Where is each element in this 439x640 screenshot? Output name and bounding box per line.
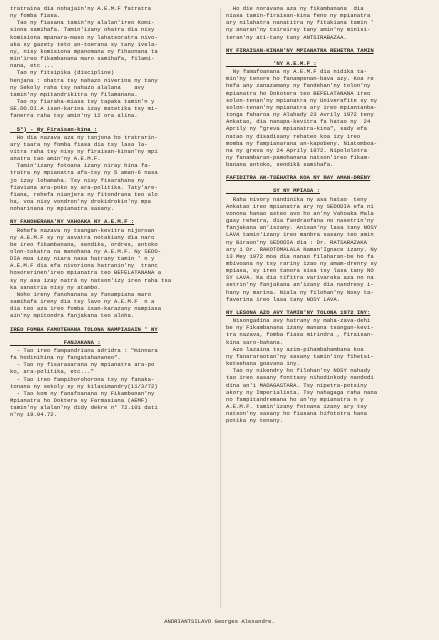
text-line: fa hodinihina ny fangatahananeo". <box>10 354 121 362</box>
paragraph <box>10 19 210 69</box>
text-line: tamin'ny alalan'ny didy dekre n° 72.101 dati <box>10 404 158 412</box>
text-line: banana antoko, sendikâ samihafa. <box>226 161 334 169</box>
text-line: Ho dia nazava aza ny tanjona ho tratrarin- <box>10 133 158 141</box>
paragraph <box>10 69 210 98</box>
text-line: ka sanatria nisy ny atambo. <box>10 283 101 291</box>
paragraph <box>226 317 429 346</box>
text-line: Azo lazaina tsy azim-pihambahambana koa <box>226 345 364 353</box>
text-line: natao ny disadisany rehateo koa izy ireo <box>226 132 361 140</box>
text-line: ko, ara-politika, etc..." <box>10 368 94 376</box>
text-line: tamin'ny mpitandrikitra ny filamanana. <box>10 90 138 98</box>
text-line: henjana : ohatra tsy nahazo niverina ny tany <box>10 76 158 84</box>
text-line: ny Sekoly raha tsy nahazo alalana avy <box>10 83 145 91</box>
text-line: Nisongadina avy hatrany ny maha-zava-dehi <box>226 317 371 325</box>
text-line: kina saro-bahana. <box>226 338 284 346</box>
column-divider <box>220 8 221 608</box>
section-heading: FAFIDITRA AN-TSEHATRA KOA NY RAY AMAN-DRENY <box>226 174 371 182</box>
text-line: teran'ny ati-tany tany ANTSIRABAZAA. <box>226 33 347 41</box>
text-line: jo izay lohamaha. Tsy nisy fisarahana ny <box>10 176 145 184</box>
text-line: A.E.M.F. tamin'izany fotoana izany ary tsy <box>226 402 367 410</box>
text-line: samihafa ireny dia tsy lavo ny A.E.M.F n a <box>10 298 155 306</box>
section-heading: NY LESONA AZO AVY TAMIN'NY TOLONA 1972 INY: <box>226 308 371 316</box>
text-line: Tao ny nikendry ho filohan'ny NOSY nahady <box>226 367 371 375</box>
right-column <box>226 5 429 424</box>
author-signature: ANDRIANTSILAVO Georges Alexandre. <box>164 618 275 625</box>
section-heading: 'NY A.E.M.F : <box>226 59 317 67</box>
text-line: be ny Fikambanana izany manana tsangan-kevi- <box>226 324 374 332</box>
paragraph <box>226 68 429 168</box>
text-line: ny fanambaran-pamohanana natson'ireo fikam- <box>226 153 371 161</box>
text-line: tra nazava, fomba fiasa mirindra , firaisan- <box>226 331 374 339</box>
section-heading: NY FANOHERANA'NY VAHOAKA NY A.E.M.F : <box>10 218 135 226</box>
paragraph <box>10 291 210 320</box>
text-line: - Tao kom ny fanafoanana ny Fikambanan'ny <box>10 389 155 397</box>
text-line: olon-tokatra na manohana ny A.E.M.F. Ny SEDO- <box>10 248 162 255</box>
text-line: mbivoana ny tsy rariny izao ny amam-drenry sy <box>226 260 378 267</box>
text-line: natson'ny sasany ho fiasana hifototra hana <box>226 410 367 418</box>
text-line: nana, etc ... <box>10 62 54 70</box>
text-line: LAVA tamin'izany ireo manbra sasany teo amin <box>226 231 374 239</box>
text-line: dia teo aza ireo fomba isan-karazany nampiasa <box>10 305 162 313</box>
section-heading: IREO FOMBA FAMOTEHANA TOLONA NAMPIASAIN ' NY <box>10 325 158 333</box>
paragraph <box>10 5 210 19</box>
text-line: Ho die noravana aza ny fikambanana dia <box>226 5 364 12</box>
text-line: hosorerinen'ireo mpianatra teo BEFELATANANA a <box>10 269 162 277</box>
text-line: - Tao ireo fampihorohorona tsy ny fanaka- <box>10 375 155 383</box>
text-line: faverina ireo lasa tany NOSY LAVA. <box>226 295 341 303</box>
text-line: potika ny tenany. <box>226 417 284 425</box>
text-line: Tao ny fiaraha-miasa tsy tapaka tamin'n y <box>10 98 155 106</box>
text-line: noharinana ny mpianatra sasany. <box>10 205 115 213</box>
text-line: Ankatao, dia nanapa-kevitra fa hatao ny 24 <box>226 118 371 126</box>
text-line: Ny famafoanana ny A.E.M.F dia nidika ta- <box>226 68 367 76</box>
text-line: - Tao ireo fampandriana adridra : "minnara <box>10 346 158 354</box>
text-line: be ireo fikambanana, sendika, ordres, antoko <box>10 240 158 248</box>
text-line: ny fanararaotan'ny sasany tamin'iny fihetsi- <box>226 352 374 360</box>
section-heading: 5°) - Ny Firaisan-kina : <box>10 125 98 133</box>
text-line: na ny greva ny 24 Aprily 1972. Nipololotra <box>226 146 367 154</box>
text-line: setrin'ny fanjakana an'izany dia nandresy i- <box>226 281 374 289</box>
section-heading: NY FIRAISAN-KINAN'NY MPIANATRA REHETRA TAMIN <box>226 46 374 54</box>
text-line: hefa any zanazamany ny fandehan'ny tolon'ny <box>226 82 371 90</box>
text-line: Mpianatra ho Doktera sy Farmasiana (AEMF) <box>10 396 148 404</box>
paragraph <box>226 5 429 41</box>
paragraph <box>10 347 210 361</box>
text-line: hany ny marina. Niala ny filohan'ny Nosy ta- <box>226 288 374 296</box>
paragraph <box>10 98 210 119</box>
text-line: Raha nivory nandinika ny asa hatao teny <box>226 195 367 203</box>
text-line: min'ireo fikambanana maro samihafa, filami- <box>10 55 155 63</box>
text-line: ny fomba fiasa. <box>10 12 61 20</box>
text-line: 13 Mey 1972 moa dia nanao filaharan-be ho fa <box>226 252 374 260</box>
text-line: ain'ny mpitondra fanjakana teo aloha. <box>10 312 135 320</box>
text-line: fanjakana an'iszany. Anisan'ny lasa tany NOSY <box>226 224 378 232</box>
text-line: anatra tao amin'ny A.E.M.F. <box>10 155 101 163</box>
text-line: ny anaran'ny tsireirsy tany amin'ny minisi- <box>226 26 371 34</box>
text-line: SY LAVA. Ka dia tifitra varivaraka aza no na <box>226 274 374 282</box>
paragraph <box>226 346 429 367</box>
text-line: mpiasa, sy ireo tanora sisa tsy lasa tany NO <box>226 267 374 275</box>
text-line: vitra raha tsy nisy ny firaisan-kinan'ny mpi <box>10 147 158 155</box>
text-line: ha, voa nisy vondron'ny drokidrokin'ny mpa <box>10 198 151 206</box>
text-line: solon-tenan'ny mpianatra ary ireo mpiantanba- <box>226 103 378 111</box>
text-line: tratra ny mpianatra afa-tsy ny 5 aman-6 nasa <box>10 169 158 177</box>
text-line: ary taara ny fomba fiasa dia tsy lasa la- <box>10 140 148 148</box>
text-line: Aprily ny "greva mpianatra-kina", sady efa <box>226 125 367 133</box>
section-heading: FANJAKANA : <box>10 338 101 346</box>
text-line: Tao ny fitsipika (discipline) <box>10 69 115 77</box>
text-line: Rehefa nazava ny tsangan-kevitra nijoroan <box>10 226 155 234</box>
text-line: fiana, rehefa nianjera ny fitondrana teo alo <box>10 190 158 198</box>
text-line: ary nilahatra nanatitra ny fitakiana tamin ' <box>226 19 374 27</box>
text-line: aka sy gazety teto an-toerana sy tany ivela- <box>10 40 158 48</box>
paragraph <box>10 376 210 390</box>
paragraph <box>10 162 210 212</box>
text-line: Ankatao ireo mpianatra ary ny SEDODIA efa ni <box>226 202 374 210</box>
left-column <box>10 5 210 418</box>
text-line: fanerra raha tsy amin'ny 12 ora alina. <box>10 112 138 120</box>
text-line: momba ny fampianarana an-kapobeny. Niatomboa- <box>226 139 378 147</box>
text-line: solon-tenan'ny mpianatra ny Univerafite sy ny <box>226 96 378 104</box>
text-line: Tao ny fiasana tamin'ny alalan'ireo Komi- <box>10 19 155 27</box>
text-line: tao ireo sasany fonttasy nihodinkody nandodi <box>226 374 374 382</box>
text-line: no fampitandremana ho an'ny mpianatra n y <box>226 395 364 403</box>
text-line: fiaviana ara-poko sy ara-politika. Taty'are- <box>10 183 158 191</box>
text-line: A.E.M.F dia efa nivoriona hatranin'ny tranc <box>10 262 158 270</box>
paragraph <box>10 227 210 291</box>
text-line: - Tao ny fisarasarana ny mpianatra ara-po <box>10 361 155 369</box>
paragraph <box>10 361 210 375</box>
text-line: min'ny tenore ho fanampenan-bava azy. Koa re <box>226 75 374 83</box>
text-line: ary i Dr. RAKOTOMALALA Naman'Ignace izany. Ny <box>226 245 378 253</box>
paragraph <box>10 134 210 163</box>
paragraph <box>10 390 210 419</box>
text-line: ketsehana goavana iny. <box>226 360 300 368</box>
text-line: ny Biraon'ny SEDODIA dia : Dr. RATSARAZAKA <box>226 238 367 246</box>
text-line: sy ny asa izay natrá ny natson'izy ireo raha tsa <box>10 276 172 284</box>
text-line: Noho ireny fanohanana sy fanampiana maro <box>10 290 151 298</box>
text-line: n'ny 19.04.72. <box>10 411 57 419</box>
paragraph <box>226 367 429 424</box>
text-line: gasy rehetra, dia fandraofana no nasetrin'ny <box>226 217 374 225</box>
text-line: ny A.E.M.F sy ny asvatra notakiany dia naro <box>10 233 155 241</box>
text-line: DIA moa izay niara nasa hatrany tamin ' n y <box>10 255 155 263</box>
text-line: SE.DO.DI.A isan-karina izay matetika tsy mi- <box>10 105 158 113</box>
text-line: tonana ny sekoly sy ny kilasimandry(11/3/72) <box>10 382 158 390</box>
text-line: niasa tamin-firaisan-kina feno ny mpianatra <box>226 12 371 20</box>
text-line: ny, nisy komisiona mpanomana ny fihaonana ta <box>10 47 158 55</box>
text-line: vonona hanao asteo avo ho an'ny Vahoaka Mala <box>226 209 374 217</box>
text-line: Tamin'izany fotoana izany niray hina fa- <box>10 162 151 170</box>
paragraph <box>226 196 429 303</box>
text-line: tonga faharoa ny Alahady 23 Avrily 1972 teny <box>226 111 374 119</box>
text-line: siona samihafa. Tamin'izany ohatra dia nisy <box>10 26 155 34</box>
text-line: tratraina dia nohajain'ny A.E.M.F fatratra <box>10 5 151 12</box>
section-heading: SY NY MPIASA : <box>226 187 320 195</box>
text-line: komisiona mpanara-maso ny lahatsoratra nivo- <box>10 33 158 41</box>
text-line: dina an'i MADAGASTARA. Tsy nipetra-potsiny <box>226 381 367 389</box>
text-line: akory ny Imperialista. Tsy nahagaga raha nana <box>226 388 378 396</box>
text-line: mpianatra ho Dokotera teo BEFELATANANA ireo <box>226 89 371 97</box>
